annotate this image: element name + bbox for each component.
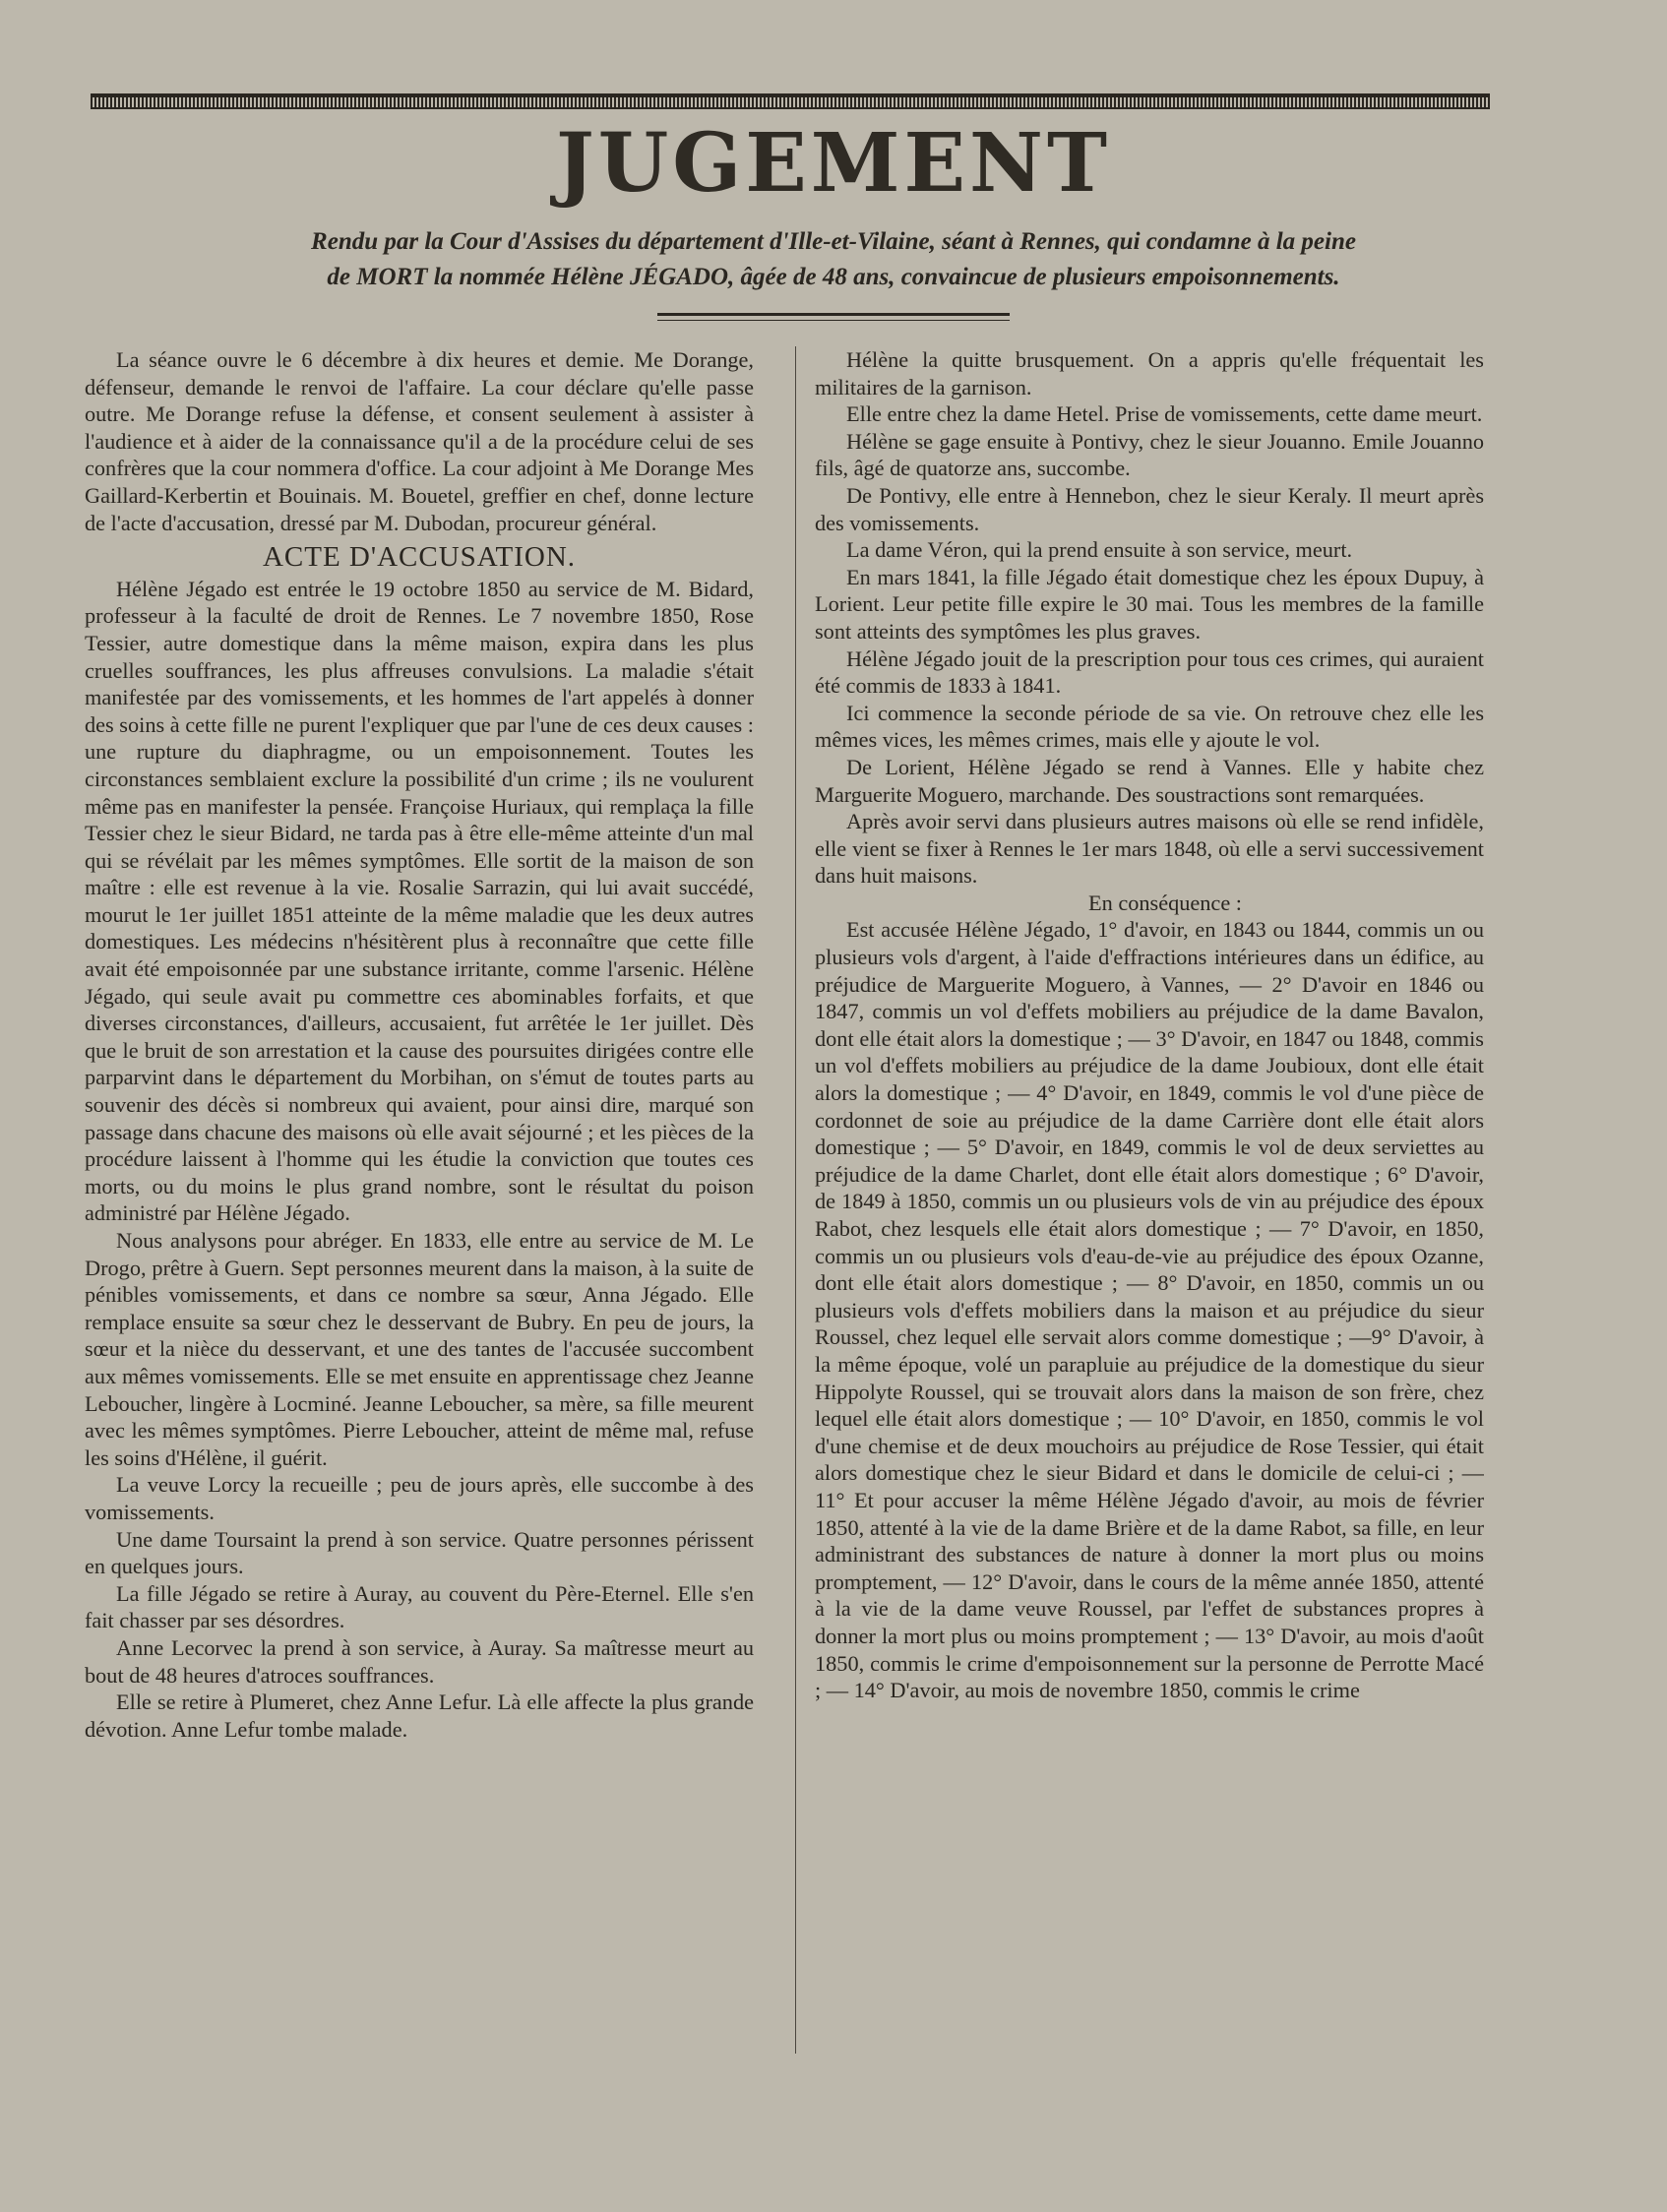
left-paragraph: La fille Jégado se retire à Auray, au couvent du Père-Eternel. Elle s'en fait chasser par ses désordres. (85, 1580, 754, 1633)
right-paragraph: Hélène se gage ensuite à Pontivy, chez le sieur Jouanno. Emile Jouanno fils, âgé de quatorze ans, succombe. (815, 428, 1484, 481)
document-subtitle (59, 224, 1608, 295)
subtitle-line-1: Rendu par la Cour d'Assises du département d'Ille-et-Vilaine, séant à Rennes, qui condamne à la peine (311, 228, 1356, 255)
accusation-paragraph: Est accusée Hélène Jégado, 1° d'avoir, en 1843 ou 1844, commis un ou plusieurs vols d'argent, à l'aide d'effractions intérieures dans un édifice, au préjudice de Marguerite Moguero, à Vannes, — 2° D'avoir en 1846 ou 1847, commis un vol d'effets mobiliers au préjudice de la dame Bavalon, dont elle était alors la domestique ; — 3° D'avoir, en 1847 ou 1848, commis un vol d'effets mobiliers au préjudice de la dame Joubioux, dont elle était alors la domestique ; — 4° D'avoir, en 1849, commis le vol d'une pièce de cordonnet de soie au préjudice de la dame Carrière dont elle était alors domestique ; — 5° D'avoir, en 1849, commis le vol de deux serviettes au préjudice de la dame Charlet, dont elle était alors domestique ; 6° D'avoir, de 1849 à 1850, commis un ou plusieurs vols de vin au préjudice des époux Rabot, chez lesquels elle était alors domestique ; — 7° D'avoir, en 1850, commis un ou plusieurs vols d'eau-de-vie au préjudice des époux Ozanne, dont elle était alors domestique ; — 8° D'avoir, en 1850, commis un ou plusieurs vols d'effets mobiliers dans la maison et au préjudice du sieur Roussel, chez lequel elle servait alors comme domestique ; —9° D'avoir, à la même époque, volé un parapluie au préjudice de la domestique du sieur Hippolyte Roussel, qui se trouvait alors dans la maison de son frère, chez lequel elle était alors domestique ; — 10° D'avoir, en 1850, commis le vol d'une chemise et de deux mouchoirs au préjudice de Rose Tessier, qui était alors domestique chez le sieur Bidard et dans le domicile de celui-ci ; — 11° Et pour accuser la même Hélène Jégado d'avoir, au mois de février 1850, attenté à la vie de la dame Brière et de la dame Rabot, sa fille, en leur administrant des substances de nature à donner la mort plus ou moins promptement, — 12° D'avoir, dans le cours de la même année 1850, attenté à la vie de la dame veuve Roussel, par l'effet de substances propres à donner la mort plus ou moins promptement ; — 13° D'avoir, au mois d'août 1850, commis le crime d'empoisonnement sur la personne de Perrotte Macé ; — 14° D'avoir, au mois de novembre 1850, commis le crime (815, 917, 1484, 1703)
left-paragraph: Anne Lecorvec la prend à son service, à Auray. Sa maîtresse meurt au bout de 48 heures d'atroces souffrances. (85, 1634, 754, 1688)
intro-paragraph: La séance ouvre le 6 décembre à dix heures et demie. Me Dorange, défenseur, demande le renvoi de l'affaire. La cour déclare qu'elle passe outre. Me Dorange refuse la défense, et consent seulement à assister à l'audience et à aider de la connaissance qu'il a de la procédure celui de ses confrères que la cour nommera d'office. La cour adjoint à Me Dorange Mes Gaillard-Kerbertin et Bouinais. M. Bouetel, greffier en chef, donne lecture de l'acte d'accusation, dressé par M. Dubodan, procureur général. (85, 347, 754, 535)
right-paragraph: De Pontivy, elle entre à Hennebon, chez le sieur Keraly. Il meurt après des vomissements. (815, 482, 1484, 535)
consequence-line: En conséquence : (1087, 890, 1242, 915)
left-paragraph: Une dame Toursaint la prend à son service. Quatre personnes périssent en quelques jours. (85, 1526, 754, 1579)
document-title: JUGEMENT (555, 116, 1112, 211)
subtitle-line-2: de MORT la nommée Hélène JÉGADO, âgée de 48 ans, convaincue de plusieurs empoisonnements. (327, 264, 1340, 290)
right-paragraph: Après avoir servi dans plusieurs autres maisons où elle se rend infidèle, elle vient se fixer à Rennes le 1er mars 1848, où elle a servi successivement dans huit maisons. (815, 809, 1484, 889)
left-paragraph: Elle se retire à Plumeret, chez Anne Lefur. Là elle affecte la plus grande dévotion. Anne Lefur tombe malade. (85, 1690, 754, 1742)
right-paragraph: Elle entre chez la dame Hetel. Prise de vomissements, cette dame meurt. (846, 401, 1483, 427)
left-paragraph: La veuve Lorcy la recueille ; peu de jours après, elle succombe à des vomissements. (85, 1472, 754, 1524)
left-column (85, 346, 754, 2054)
right-paragraph: Hélène la quitte brusquement. On a appris qu'elle fréquentait les militaires de la garnison. (815, 347, 1484, 399)
right-paragraph: Hélène Jégado jouit de la prescription pour tous ces crimes, qui auraient été commis de 1833 à 1841. (815, 645, 1484, 699)
left-paragraph: Nous analysons pour abréger. En 1833, elle entre au service de M. Le Drogo, prêtre à Guern. Sept personnes meurent dans la maison, à la suite de pénibles vomissements, et dans ce nombre sa sœur, Anna Jégado. Elle remplace ensuite sa sœur chez le desservant de Bubry. En peu de jours, la sœur et la nièce du desservant, et une des tantes de l'accusée succombent aux mêmes vomissements. Elle se met ensuite en apprentissage chez Jeanne Leboucher, lingère à Locminé. Jeanne Leboucher, sa mère, sa fille meurent avec les mêmes symptômes. Pierre Leboucher, atteint de même mal, refuse les soins d'Hélène, il guérit. (85, 1228, 754, 1470)
right-column (815, 346, 1484, 2054)
right-paragraph: La dame Véron, qui la prend ensuite à son service, meurt. (846, 537, 1353, 563)
right-paragraph: De Lorient, Hélène Jégado se rend à Vannes. Elle y habite chez Marguerite Moguero, marchande. Des soustractions sont remarquées. (815, 754, 1484, 807)
section-heading: ACTE D'ACCUSATION. (262, 541, 577, 574)
top-ornamental-rule (91, 93, 1490, 109)
left-paragraph: Hélène Jégado est entrée le 19 octobre 1850 au service de M. Bidard, professeur à la faculté de droit de Rennes. Le 7 novembre 1850, Rose Tessier, autre domestique dans la même maison, expira dans les plus cruelles souffrances, les plus affreuses convulsions. La maladie s'était manifestée par des vomissements, et les hommes de l'art appelés à donner des soins à cette fille ne purent l'expliquer que par l'une de ces deux causes : une rupture du diaphragme, ou un empoisonnement. Toutes les circonstances semblaient exclure la possibilité d'un crime ; ils ne voulurent même pas en manifester la pensée. Françoise Huriaux, qui remplaça la fille Tessier chez le sieur Bidard, ne tarda pas à être elle-même atteinte d'un mal qui se révélait par les mêmes symptômes. Elle sortit de la maison de son maître : elle est revenue à la vie. Rosalie Sarrazin, qui lui avait succédé, mourut le 1er juillet 1851 atteinte de la même maladie que les deux autres domestiques. Les médecins n'hésitèrent plus à reconnaître que cette fille avait été empoisonnée par une substance irritante, comme l'arsenic. Hélène Jégado, qui seule avait pu commettre ces abominables forfaits, et que diverses circonstances, d'ailleurs, accusaient, fut arrêtée le 1er juillet. Dès que le bruit de son arrestation et la cause des poursuites dirigées contre elle parparvint dans le département du Morbihan, on s'émut de toutes parts au souvenir des décès si nombreux qui avaient, pour ainsi dire, marqué son passage dans chacune des maisons où elle avait séjourné ; et les pièces de la procédure laissent à l'homme qui les étudie la conviction que toutes ces morts, ou du moins le plus grand nombre, sont le résultat du poison administré par Hélène Jégado. (85, 576, 754, 1226)
right-paragraph: En mars 1841, la fille Jégado était domestique chez les époux Dupuy, à Lorient. Leur petite fille expire le 30 mai. Tous les membres de la famille sont atteints des symptômes les plus graves. (815, 564, 1484, 644)
title-separator-rule (657, 313, 1010, 321)
right-paragraph: Ici commence la seconde période de sa vie. On retrouve chez elle les mêmes vices, les mêmes crimes, mais elle y ajoute le vol. (815, 700, 1484, 753)
column-divider (795, 346, 796, 2054)
